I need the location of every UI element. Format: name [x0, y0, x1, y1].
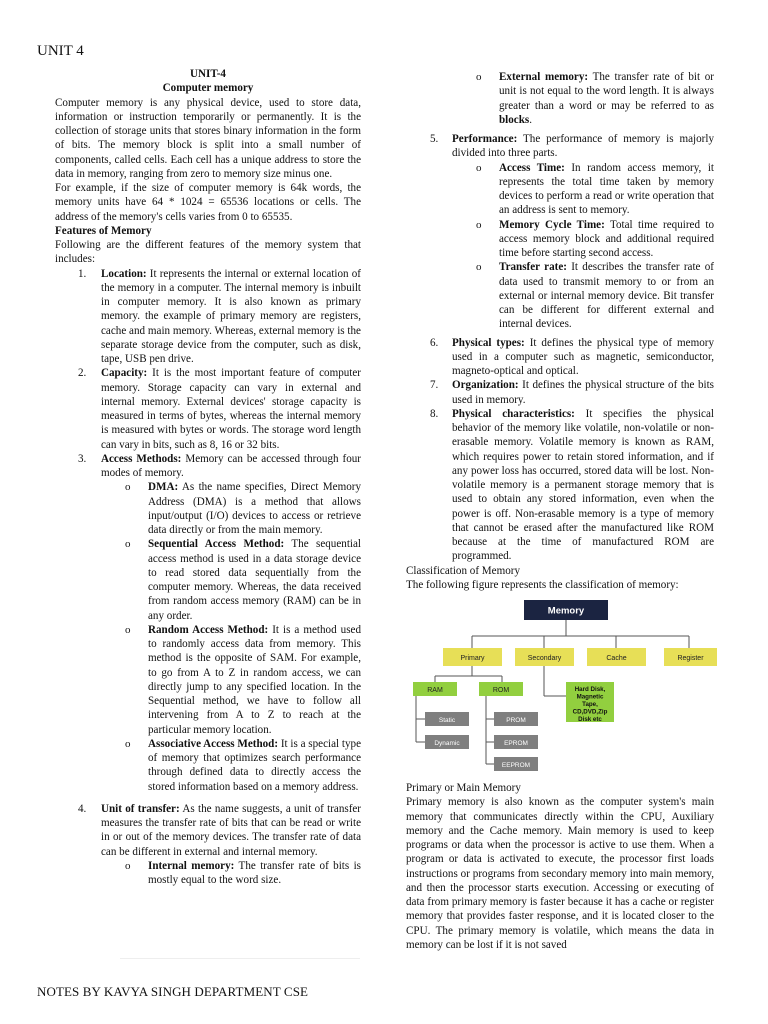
secondary-storage-node	[566, 682, 614, 723]
item-term: Internal memory:	[148, 859, 235, 872]
list-item: o Memory Cycle Time: Total time required to access memory block and additional required time before starting second access.	[476, 218, 714, 259]
list-item: 7. Organization: It defines the physical structure of the bits used in memory.	[430, 379, 714, 406]
register-node	[664, 648, 717, 666]
item-text: It represents the internal or external location of the memory in a computer. The internal memory is inbuilt in computer memory. It is also known as primary memory. the example of primary memory are registers, cache and main memory. Whereas, external memory is the separate storage device from the computer, such as disk, tape, USB pen drive.	[101, 267, 361, 365]
divider	[120, 958, 360, 959]
classification-heading: Classification of Memory	[406, 564, 520, 577]
item-term: Physical types:	[452, 336, 525, 349]
item-term: Associative Access Method:	[148, 737, 279, 750]
features-list-5	[406, 132, 714, 161]
features-list-6-8	[406, 336, 714, 564]
static-node	[425, 712, 469, 726]
prom-node	[494, 712, 538, 726]
item-text: It is the most important feature of computer memory. Storage capacity can vary in external and internal memory. External devices' storage capacity is measured in terms of bytes, whereas the internal memory is measured with bytes or words. The storage word length can vary in bits, such as 8, 16 or 32 bits.	[101, 367, 361, 451]
node-label: Memory	[547, 605, 585, 617]
item-term: DMA:	[148, 481, 179, 494]
list-item: 5. Performance: The performance of memory is majorly divided into three parts.	[430, 133, 714, 160]
item-text: As the name suggests, a unit of transfer measures the transfer rate of bits that can be read or write in or out of the memory devices. The transfer rate of data can be different in external and internal memory.	[101, 802, 362, 858]
list-item: 6. Physical types: It defines the physical type of memory used in a computer such as magnetic, semiconductor, magneto-optical and optical.	[430, 336, 714, 377]
node-label: EEPROM	[501, 762, 531, 769]
right-column	[406, 70, 714, 592]
features-heading: Features of Memory	[55, 224, 152, 237]
item-term: Memory Cycle Time:	[499, 218, 605, 231]
primary-heading: Primary or Main Memory	[406, 782, 521, 794]
rom-node	[479, 682, 523, 696]
list-item: 3. Access Methods: Memory can be accessed through four modes of memory.	[78, 452, 361, 479]
list-item: o Random Access Method: It is a method used to randomly access data from memory. This method is the opposite of SAM. For example, to go from A to Z in random access, we can directly jump to any specified location. In the Sequential method, we have to follow all intervening from A to Z to reach at the particular memory location.	[125, 623, 361, 736]
performance-list	[406, 161, 714, 332]
svg-text:Hard Disk,MagneticTape,CD,DVD,: Hard Disk, Magnetic Tape, CD,DVD,Zip Disk etc	[572, 686, 608, 723]
node-label: EPROM	[504, 740, 528, 747]
page-header: UNIT 4	[37, 43, 84, 59]
secondary-node	[515, 648, 574, 666]
list-item: 4. Unit of transfer: As the name suggests, a unit of transfer measures the transfer rate of bits that can be read or write in or out of the memory devices. The transfer rate of data can be different in external and internal memory.	[78, 802, 362, 858]
list-item: 8. Physical characteristics: It specifies the physical behavior of the memory like volatile, non-volatile or non-erasable memory. Volatile memory is known as RAM, which requires power to retain stored information, and if any power loss has occurred, stored data will be lost. Non-volatile memory is a permanent storage memory that is used to obtain any stored information, even when the power is off. Non-erasable memory is a type of memory that cannot be erased after the manufactured like ROM because at the time of manufactured ROM are programmed.	[430, 407, 714, 563]
node-label: Secondary	[527, 655, 562, 662]
item-text: It is a method used to randomly access data from memory. This method is the opposite of SAM. For example, to go from A to Z in random access, we can directly jump to any specified location. In the Sequential method, we have to follow all intervening from A to Z to reach at the particular memory location.	[148, 623, 361, 736]
page-footer: NOTES BY KAVYA SINGH DEPARTMENT CSE	[37, 984, 309, 999]
node-label: ROM	[492, 687, 510, 694]
classification-intro: The following figure represents the classification of memory:	[406, 578, 679, 591]
item-term: Random Access Method:	[148, 623, 269, 636]
list-item: o Access Time: In random access memory, it represents the total time taken by memory devices to perform a read or write operation that an address is sent to memory.	[476, 161, 714, 217]
intro-paragraph: Computer memory is any physical device, used to store data, information or instruction temporarily or permanently. It is the collection of storage units that stores binary information in the form of bits. The memory block is split into a small number of components, called cells. Each cell has a unique address to store the data in memory, ranging from zero to memory size minus one.	[55, 96, 361, 180]
list-item: o Internal memory: The transfer rate of bits is mostly equal to the word size.	[125, 859, 361, 886]
memory-root-node	[524, 600, 608, 620]
left-column	[55, 67, 361, 887]
item-term: Performance:	[452, 133, 518, 145]
item-term: Access Methods:	[101, 452, 182, 465]
node-label: RAM	[427, 687, 443, 694]
item-text: The sequential access method is used in a data storage device to read stored data sequentially from the computer memory. Whereas, the data received from random access memory (RAM) can be in any order.	[148, 538, 361, 622]
primary-memory-section	[406, 781, 714, 952]
item-text: It specifies the physical behavior of the memory like volatile, non-volatile or non-erasable memory. Volatile memory is known as RAM, which requires power to retain stored information, and if any power loss has occurred, stored data will be lost. Non-volatile memory is a permanent storage memory that is used to obtain any stored information, even when the power is off. Non-erasable memory is a type of memory that cannot be erased after the manufactured like ROM because at the time of manufactured ROM are programmed.	[452, 407, 714, 563]
eprom-node	[494, 735, 538, 749]
example-paragraph: For example, if the size of computer memory is 64k words, the memory units have 64 * 1024 = 65536 locations or cells. The address of the memory's cells varies from 0 to 65535.	[55, 182, 361, 223]
node-label: Cache	[606, 655, 627, 662]
list-item: 1. Location: It represents the internal or external location of the memory in a computer. The internal memory is inbuilt in computer memory. It is also known as primary memory. the example of primary memory are registers, cache and main memory. Whereas, external memory is the separate storage device from the computer, such as disk, tape, USB pen drive.	[78, 267, 361, 365]
primary-paragraph: Primary memory is also known as the computer system's main memory that communicates directly within the CPU, Auxiliary memory and the Cache memory. Main memory is used to keep programs or data when the processor is active to use them. When a program or data is activated to execute, the processor first loads instructions or programs from secondary memory into main memory, and then the processor starts execution. Accessing or executing of data from primary memory is faster because it has a cache or register memory that provides faster response, and it is located closer to the CPU. The primary memory is volatile, which means the data in memory can be lost if it is not saved	[406, 796, 714, 951]
item-text: In random access memory, it represents the total time taken by memory devices to perform a read or write operation that an address is sent to memory.	[499, 161, 714, 217]
item-term: Physical characteristics:	[452, 407, 575, 420]
ram-node	[413, 682, 457, 696]
item-text: As the name specifies, Direct Memory Address (DMA) is a method that allows input/output (I/O) devices to access or retrieve data directly or from the main memory.	[148, 481, 361, 536]
memory-classification-diagram	[410, 598, 730, 774]
eeprom-node	[494, 757, 538, 771]
item-text: Memory can be accessed through four modes of memory.	[101, 452, 361, 479]
node-label: Static	[438, 717, 456, 724]
list-item: o Sequential Access Method: The sequential access method is used in a data storage device to read stored data sequentially from the computer memory. Whereas, the data received from random access memory (RAM) can be in any order.	[125, 538, 361, 622]
features-intro: Following are the different features of the memory system that includes:	[55, 239, 361, 266]
access-methods-list	[55, 480, 361, 794]
features-list-continued	[55, 802, 361, 859]
node-label: Register	[677, 655, 704, 662]
item-term: Sequential Access Method:	[148, 538, 285, 551]
unit-title: UNIT-4	[190, 68, 226, 80]
node-label: Primary	[460, 655, 485, 662]
item-text: The performance of memory is majorly divided into three parts.	[452, 133, 714, 160]
dynamic-node	[425, 735, 469, 749]
item-term: Access Time:	[499, 161, 565, 174]
item-text: The transfer rate of bits is mostly equal to the word size.	[148, 859, 361, 886]
node-label: Dynamic	[434, 740, 460, 747]
item-text: The transfer rate of bit or unit is not equal to the word length. It is always greater than a word or may be referred to as	[499, 71, 714, 112]
list-item: o Associative Access Method: It is a special type of memory that optimizes search performance through defined data to directly access the stored information based on a memory address.	[125, 737, 361, 793]
features-list	[55, 267, 361, 481]
item-bold-end: blocks	[499, 113, 530, 126]
cache-node	[587, 648, 646, 666]
item-term: Transfer rate:	[499, 261, 567, 274]
list-item: o Transfer rate: It describes the transfer rate of data used to transmit memory to or from an external or internal memory device. Bit transfer can be different for different external and internal devices.	[476, 261, 714, 331]
primary-node	[443, 648, 502, 666]
list-item: o External memory: The transfer rate of bit or unit is not equal to the word length. It is always greater than a word or may be referred to as blocks.	[476, 71, 714, 126]
item-text: It describes the transfer rate of data used to transmit memory to or from an external or internal memory device. Bit transfer can be different for different external and internal devices.	[499, 261, 714, 331]
item-text: It is a special type of memory that optimizes search performance through defined data to directly access the stored information based on a memory address.	[148, 737, 361, 793]
item-term: Capacity:	[101, 367, 148, 380]
item-term: Unit of transfer:	[101, 802, 180, 815]
node-label: PROM	[506, 717, 526, 724]
section-title: Computer memory	[162, 82, 254, 95]
list-item: o DMA: As the name specifies, Direct Memory Address (DMA) is a method that allows input/output (I/O) devices to access or retrieve data directly or from the main memory.	[125, 481, 361, 536]
item-text: It defines the physical structure of the bits used in memory.	[452, 379, 714, 406]
item-term: Organization:	[452, 379, 519, 392]
item-text: It defines the physical type of memory used in a computer such as magnetic, semiconductor, magneto-optical and optical.	[452, 336, 714, 377]
unit-transfer-list-continued	[406, 70, 714, 127]
item-term: Location:	[101, 267, 147, 280]
item-text: Total time required to access memory block and additional required time before starting second access.	[499, 218, 714, 259]
unit-transfer-list	[55, 859, 361, 888]
list-item: 2. Capacity: It is the most important feature of computer memory. Storage capacity can vary in external and internal memory. External devices' storage capacity is measured in terms of bytes, whereas the internal memory is measured with bytes or words. The storage word length can vary in bits, such as 8, 16 or 32 bits.	[78, 367, 361, 451]
item-term: External memory:	[499, 71, 589, 83]
